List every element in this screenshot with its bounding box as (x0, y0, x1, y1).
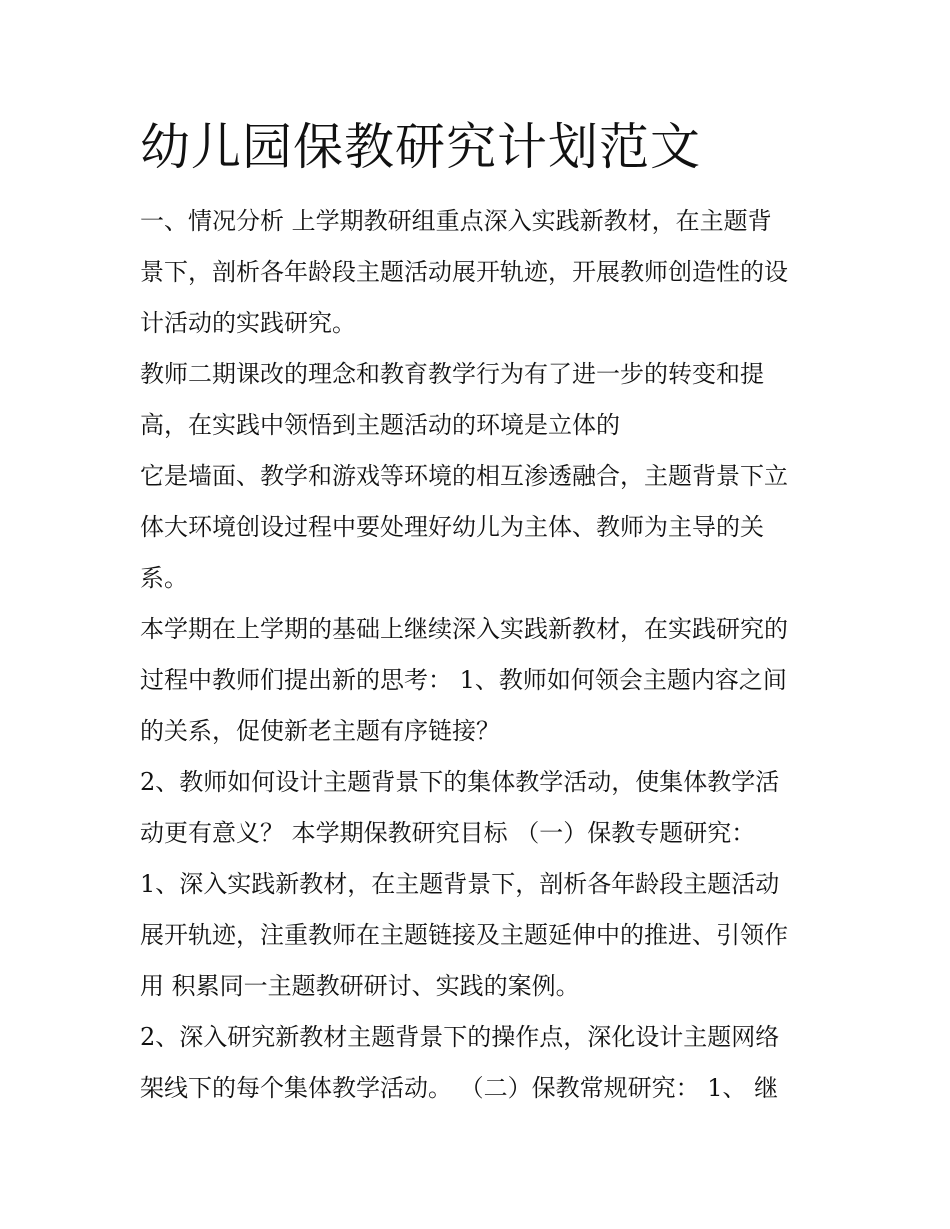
text-line: 本学期在上学期的基础上继续深入实践新教材，在实践研究的 (140, 615, 788, 643)
text-line: 动更有意义？ 本学期保教研究目标 （一）保教专题研究： (140, 819, 756, 847)
text-line: 体大环境创设过程中要处理好幼儿为主体、教师为主导的关 (140, 513, 764, 541)
text-line: 过程中教师们提出新的思考： 1、教师如何领会主题内容之间 (140, 666, 787, 694)
text-line: 架线下的每个集体教学活动。 （二）保教常规研究： 1、 继 (140, 1074, 779, 1102)
text-line: 景下，剖析各年龄段主题活动展开轨迹，开展教师创造性的设 (140, 258, 788, 286)
text-line: 2、教师如何设计主题背景下的集体教学活动，使集体教学活 (140, 768, 780, 796)
text-line: 2、深入研究新教材主题背景下的操作点，深化设计主题网络 (140, 1023, 780, 1051)
text-line: 系。 (140, 564, 188, 592)
document-body (140, 196, 812, 1114)
text-line: 教师二期课改的理念和教育教学行为有了进一步的转变和提 (140, 360, 764, 388)
text-line: 用 积累同一主题教研研讨、实践的案例。 (140, 972, 580, 1000)
page-title: 幼儿园保教研究计划范文 (140, 118, 701, 176)
text-line: 计活动的实践研究。 (140, 309, 356, 337)
text-line: 展开轨迹，注重教师在主题链接及主题延伸中的推进、引领作 (140, 921, 788, 949)
text-line: 的关系，促使新老主题有序链接？ (140, 717, 500, 745)
text-line: 它是墙面、教学和游戏等环境的相互渗透融合，主题背景下立 (140, 462, 788, 490)
text-line: 1、深入实践新教材，在主题背景下，剖析各年龄段主题活动 (140, 870, 780, 898)
text-line: 一、情况分析 上学期教研组重点深入实践新教材，在主题背 (140, 207, 772, 235)
text-line: 高，在实践中领悟到主题活动的环境是立体的 (140, 411, 620, 439)
